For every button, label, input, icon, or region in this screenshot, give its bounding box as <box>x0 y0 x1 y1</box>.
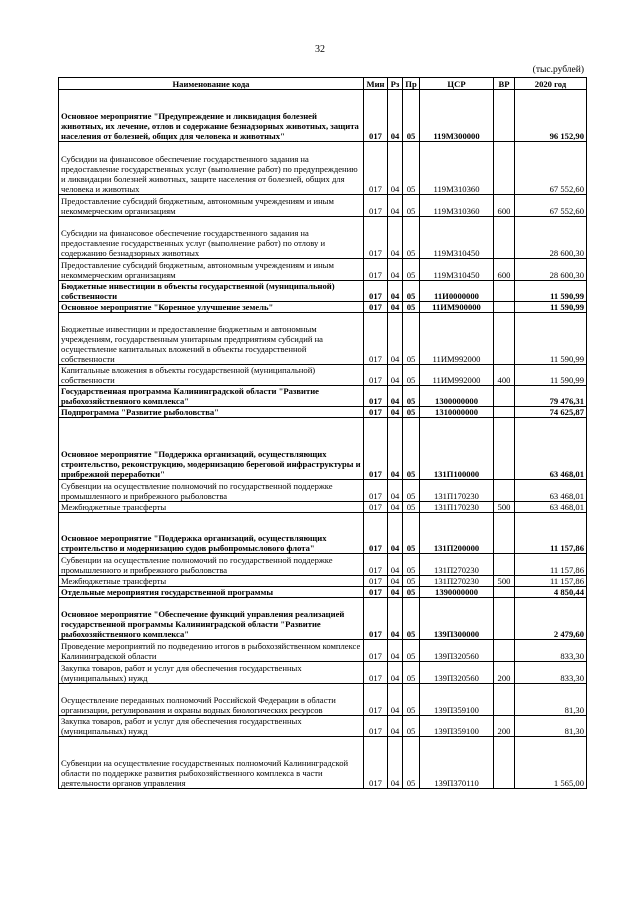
cell-pr: 05 <box>403 587 420 598</box>
cell-name: Субвенции на осуществление государственных полномочий Калининградской области по поддержке развития рыбохозяйственного комплекса в части деятельности органов управления <box>59 737 364 789</box>
cell-name: Предоставление субсидий бюджетным, автономным учреждениям и иным некоммерческим организациям <box>59 195 364 217</box>
table-row <box>59 737 587 789</box>
cell-rz: 04 <box>388 302 403 313</box>
cell-pr: 05 <box>403 281 420 302</box>
cell-vr: 400 <box>494 365 515 386</box>
cell-pr: 05 <box>403 576 420 587</box>
cell-csr: 1390000000 <box>420 587 494 598</box>
cell-pr: 05 <box>403 195 420 217</box>
cell-amount: 81,30 <box>515 684 587 716</box>
cell-amount: 81,30 <box>515 716 587 737</box>
cell-amount: 11 157,86 <box>515 513 587 554</box>
cell-rz: 04 <box>388 142 403 195</box>
cell-vr <box>494 217 515 259</box>
cell-csr: 11ИМ992000 <box>420 313 494 365</box>
cell-min: 017 <box>364 365 388 386</box>
table-row <box>59 90 587 142</box>
table-row <box>59 640 587 662</box>
table-row <box>59 281 587 302</box>
cell-vr <box>494 407 515 418</box>
cell-min: 017 <box>364 662 388 684</box>
cell-pr: 05 <box>403 554 420 576</box>
cell-min: 017 <box>364 195 388 217</box>
cell-pr: 05 <box>403 640 420 662</box>
cell-pr: 05 <box>403 259 420 281</box>
cell-rz: 04 <box>388 554 403 576</box>
cell-amount: 63 468,01 <box>515 418 587 480</box>
cell-pr: 05 <box>403 313 420 365</box>
cell-min: 017 <box>364 302 388 313</box>
cell-name: Межбюджетные трансферты <box>59 502 364 513</box>
page-number: 32 <box>315 44 325 55</box>
cell-vr <box>494 281 515 302</box>
cell-csr: 139П359100 <box>420 684 494 716</box>
cell-min: 017 <box>364 587 388 598</box>
table-row <box>59 684 587 716</box>
cell-name: Субсидии на финансовое обеспечение государственного задания на предоставление государственных услуг (выполнение работ) по предупреждению и ликвидации болезней животных, защите населения от болезней, общих для человека и животных <box>59 142 364 195</box>
cell-rz: 04 <box>388 313 403 365</box>
cell-min: 017 <box>364 142 388 195</box>
table-row <box>59 480 587 502</box>
cell-rz: 04 <box>388 195 403 217</box>
cell-name: Государственная программа Калининградской области "Развитие рыбохозяйственного комплекса" <box>59 386 364 407</box>
cell-csr: 139П300000 <box>420 598 494 640</box>
cell-min: 017 <box>364 386 388 407</box>
cell-pr: 05 <box>403 217 420 259</box>
cell-csr: 139П320560 <box>420 662 494 684</box>
cell-csr: 131П200000 <box>420 513 494 554</box>
header-vr: ВР <box>494 78 515 90</box>
cell-pr: 05 <box>403 90 420 142</box>
cell-amount: 96 152,90 <box>515 90 587 142</box>
cell-name: Межбюджетные трансферты <box>59 576 364 587</box>
cell-amount: 28 600,30 <box>515 217 587 259</box>
cell-vr <box>494 513 515 554</box>
table-row <box>59 502 587 513</box>
cell-vr: 600 <box>494 259 515 281</box>
header-rz: Рз <box>388 78 403 90</box>
cell-csr: 131П170230 <box>420 480 494 502</box>
cell-csr: 119М300000 <box>420 90 494 142</box>
cell-name: Основное мероприятие "Поддержка организаций, осуществляющих строительство, реконструкцию, модернизацию береговой инфраструктуры и прибрежной переработки" <box>59 418 364 480</box>
cell-amount: 67 552,60 <box>515 195 587 217</box>
cell-vr <box>494 598 515 640</box>
cell-name: Субвенции на осуществление полномочий по государственной поддержке промышленного и прибрежного рыболовства <box>59 554 364 576</box>
cell-name: Бюджетные инвестиции и предоставление бюджетным и автономным учреждениям, государственным унитарным предприятиям субсидий на осуществление капитальных вложений в объекты государственной собственности <box>59 313 364 365</box>
cell-amount: 1 565,00 <box>515 737 587 789</box>
table-row <box>59 513 587 554</box>
cell-rz: 04 <box>388 365 403 386</box>
cell-amount: 11 157,86 <box>515 554 587 576</box>
cell-amount: 11 590,99 <box>515 302 587 313</box>
cell-vr <box>494 386 515 407</box>
table-row <box>59 313 587 365</box>
cell-name: Основное мероприятие "Коренное улучшение земель" <box>59 302 364 313</box>
table-row <box>59 195 587 217</box>
cell-csr: 131П270230 <box>420 576 494 587</box>
cell-rz: 04 <box>388 217 403 259</box>
cell-min: 017 <box>364 217 388 259</box>
cell-amount: 74 625,87 <box>515 407 587 418</box>
cell-csr: 119М310450 <box>420 217 494 259</box>
cell-name: Проведение мероприятий по подведению итогов в рыбохозяйственном комплексе Калининградской области <box>59 640 364 662</box>
cell-min: 017 <box>364 281 388 302</box>
cell-min: 017 <box>364 313 388 365</box>
cell-name: Закупка товаров, работ и услуг для обеспечения государственных (муниципальных) нужд <box>59 662 364 684</box>
cell-name: Осуществление переданных полномочий Российской Федерации в области организации, регулирования и охраны водных биологических ресурсов <box>59 684 364 716</box>
cell-amount: 833,30 <box>515 640 587 662</box>
table-row <box>59 407 587 418</box>
cell-pr: 05 <box>403 598 420 640</box>
cell-amount: 833,30 <box>515 662 587 684</box>
cell-vr <box>494 480 515 502</box>
cell-name: Отдельные мероприятия государственной программы <box>59 587 364 598</box>
cell-csr: 131П100000 <box>420 418 494 480</box>
cell-rz: 04 <box>388 513 403 554</box>
cell-vr <box>494 90 515 142</box>
table-row <box>59 365 587 386</box>
cell-amount: 79 476,31 <box>515 386 587 407</box>
cell-vr <box>494 313 515 365</box>
header-year: 2020 год <box>515 78 587 90</box>
cell-rz: 04 <box>388 684 403 716</box>
cell-amount: 11 590,99 <box>515 281 587 302</box>
cell-vr: 600 <box>494 195 515 217</box>
cell-csr: 1300000000 <box>420 386 494 407</box>
cell-vr: 200 <box>494 662 515 684</box>
table-row <box>59 217 587 259</box>
cell-amount: 67 552,60 <box>515 142 587 195</box>
cell-vr <box>494 418 515 480</box>
cell-name: Основное мероприятие "Поддержка организаций, осуществляющих строительство и модернизацию судов рыбопромыслового флота" <box>59 513 364 554</box>
table-row <box>59 554 587 576</box>
cell-min: 017 <box>364 684 388 716</box>
table-row <box>59 418 587 480</box>
cell-min: 017 <box>364 502 388 513</box>
cell-vr: 200 <box>494 716 515 737</box>
cell-name: Бюджетные инвестиции в объекты государственной (муниципальной) собственности <box>59 281 364 302</box>
cell-csr: 139П359100 <box>420 716 494 737</box>
units-label: (тыс.рублей) <box>532 65 584 75</box>
cell-pr: 05 <box>403 513 420 554</box>
cell-csr: 11И0000000 <box>420 281 494 302</box>
cell-name: Предоставление субсидий бюджетным, автономным учреждениям и иным некоммерческим организациям <box>59 259 364 281</box>
cell-name: Подпрограмма "Развитие рыболовства" <box>59 407 364 418</box>
table-row <box>59 142 587 195</box>
cell-min: 017 <box>364 513 388 554</box>
cell-min: 017 <box>364 407 388 418</box>
cell-name: Капитальные вложения в объекты государственной (муниципальной) собственности <box>59 365 364 386</box>
cell-rz: 04 <box>388 259 403 281</box>
cell-name: Основное мероприятие "Обеспечение функций управления реализацией государственной программы Калининградской области "Развитие рыбохозяйственного комплекса" <box>59 598 364 640</box>
table-header-row <box>59 78 587 90</box>
cell-min: 017 <box>364 598 388 640</box>
cell-rz: 04 <box>388 716 403 737</box>
cell-rz: 04 <box>388 576 403 587</box>
cell-pr: 05 <box>403 418 420 480</box>
table-row <box>59 576 587 587</box>
cell-name: Субвенции на осуществление полномочий по государственной поддержке промышленного и прибрежного рыболовства <box>59 480 364 502</box>
header-min: Мин <box>364 78 388 90</box>
cell-csr: 139П370110 <box>420 737 494 789</box>
cell-rz: 04 <box>388 407 403 418</box>
cell-csr: 1310000000 <box>420 407 494 418</box>
cell-csr: 11ИМ992000 <box>420 365 494 386</box>
cell-rz: 04 <box>388 662 403 684</box>
cell-pr: 05 <box>403 662 420 684</box>
table-row <box>59 716 587 737</box>
cell-pr: 05 <box>403 502 420 513</box>
cell-amount: 2 479,60 <box>515 598 587 640</box>
cell-amount: 63 468,01 <box>515 502 587 513</box>
cell-vr <box>494 684 515 716</box>
cell-pr: 05 <box>403 407 420 418</box>
cell-pr: 05 <box>403 365 420 386</box>
cell-min: 017 <box>364 480 388 502</box>
cell-rz: 04 <box>388 418 403 480</box>
cell-csr: 131П270230 <box>420 554 494 576</box>
cell-name: Субсидии на финансовое обеспечение государственного задания на предоставление государственных услуг (выполнение работ) по отлову и содержанию безнадзорных животных <box>59 217 364 259</box>
cell-rz: 04 <box>388 386 403 407</box>
cell-rz: 04 <box>388 737 403 789</box>
cell-vr <box>494 640 515 662</box>
cell-amount: 4 850,44 <box>515 587 587 598</box>
header-pr: Пр <box>403 78 420 90</box>
cell-rz: 04 <box>388 281 403 302</box>
cell-vr: 500 <box>494 576 515 587</box>
cell-pr: 05 <box>403 302 420 313</box>
table-body <box>59 90 587 789</box>
cell-rz: 04 <box>388 598 403 640</box>
cell-amount: 63 468,01 <box>515 480 587 502</box>
table-row <box>59 662 587 684</box>
table-row <box>59 302 587 313</box>
cell-min: 017 <box>364 418 388 480</box>
cell-amount: 11 157,86 <box>515 576 587 587</box>
cell-vr <box>494 554 515 576</box>
cell-vr: 500 <box>494 502 515 513</box>
cell-csr: 119М310360 <box>420 142 494 195</box>
table-row <box>59 598 587 640</box>
cell-rz: 04 <box>388 90 403 142</box>
cell-min: 017 <box>364 576 388 587</box>
cell-rz: 04 <box>388 480 403 502</box>
cell-csr: 131П170230 <box>420 502 494 513</box>
cell-min: 017 <box>364 737 388 789</box>
cell-pr: 05 <box>403 684 420 716</box>
header-csr: ЦСР <box>420 78 494 90</box>
cell-csr: 11ИМ900000 <box>420 302 494 313</box>
cell-min: 017 <box>364 259 388 281</box>
cell-pr: 05 <box>403 142 420 195</box>
cell-pr: 05 <box>403 386 420 407</box>
cell-rz: 04 <box>388 640 403 662</box>
table-row <box>59 386 587 407</box>
cell-vr <box>494 587 515 598</box>
cell-min: 017 <box>364 554 388 576</box>
table-row <box>59 259 587 281</box>
cell-rz: 04 <box>388 587 403 598</box>
cell-min: 017 <box>364 640 388 662</box>
budget-table <box>58 77 587 789</box>
cell-csr: 119М310360 <box>420 195 494 217</box>
cell-amount: 11 590,99 <box>515 365 587 386</box>
table-row <box>59 587 587 598</box>
cell-name: Закупка товаров, работ и услуг для обеспечения государственных (муниципальных) нужд <box>59 716 364 737</box>
cell-min: 017 <box>364 90 388 142</box>
cell-pr: 05 <box>403 716 420 737</box>
cell-pr: 05 <box>403 480 420 502</box>
cell-amount: 11 590,99 <box>515 313 587 365</box>
cell-vr <box>494 302 515 313</box>
header-name: Наименование кода <box>59 78 364 90</box>
cell-pr: 05 <box>403 737 420 789</box>
cell-vr <box>494 142 515 195</box>
cell-csr: 139П320560 <box>420 640 494 662</box>
cell-vr <box>494 737 515 789</box>
cell-csr: 119М310450 <box>420 259 494 281</box>
cell-rz: 04 <box>388 502 403 513</box>
cell-min: 017 <box>364 716 388 737</box>
cell-amount: 28 600,30 <box>515 259 587 281</box>
cell-name: Основное мероприятие "Предупреждение и ликвидация болезней животных, их лечение, отлов и содержание безнадзорных животных, защита населения от болезней, общих для человека и животных" <box>59 90 364 142</box>
